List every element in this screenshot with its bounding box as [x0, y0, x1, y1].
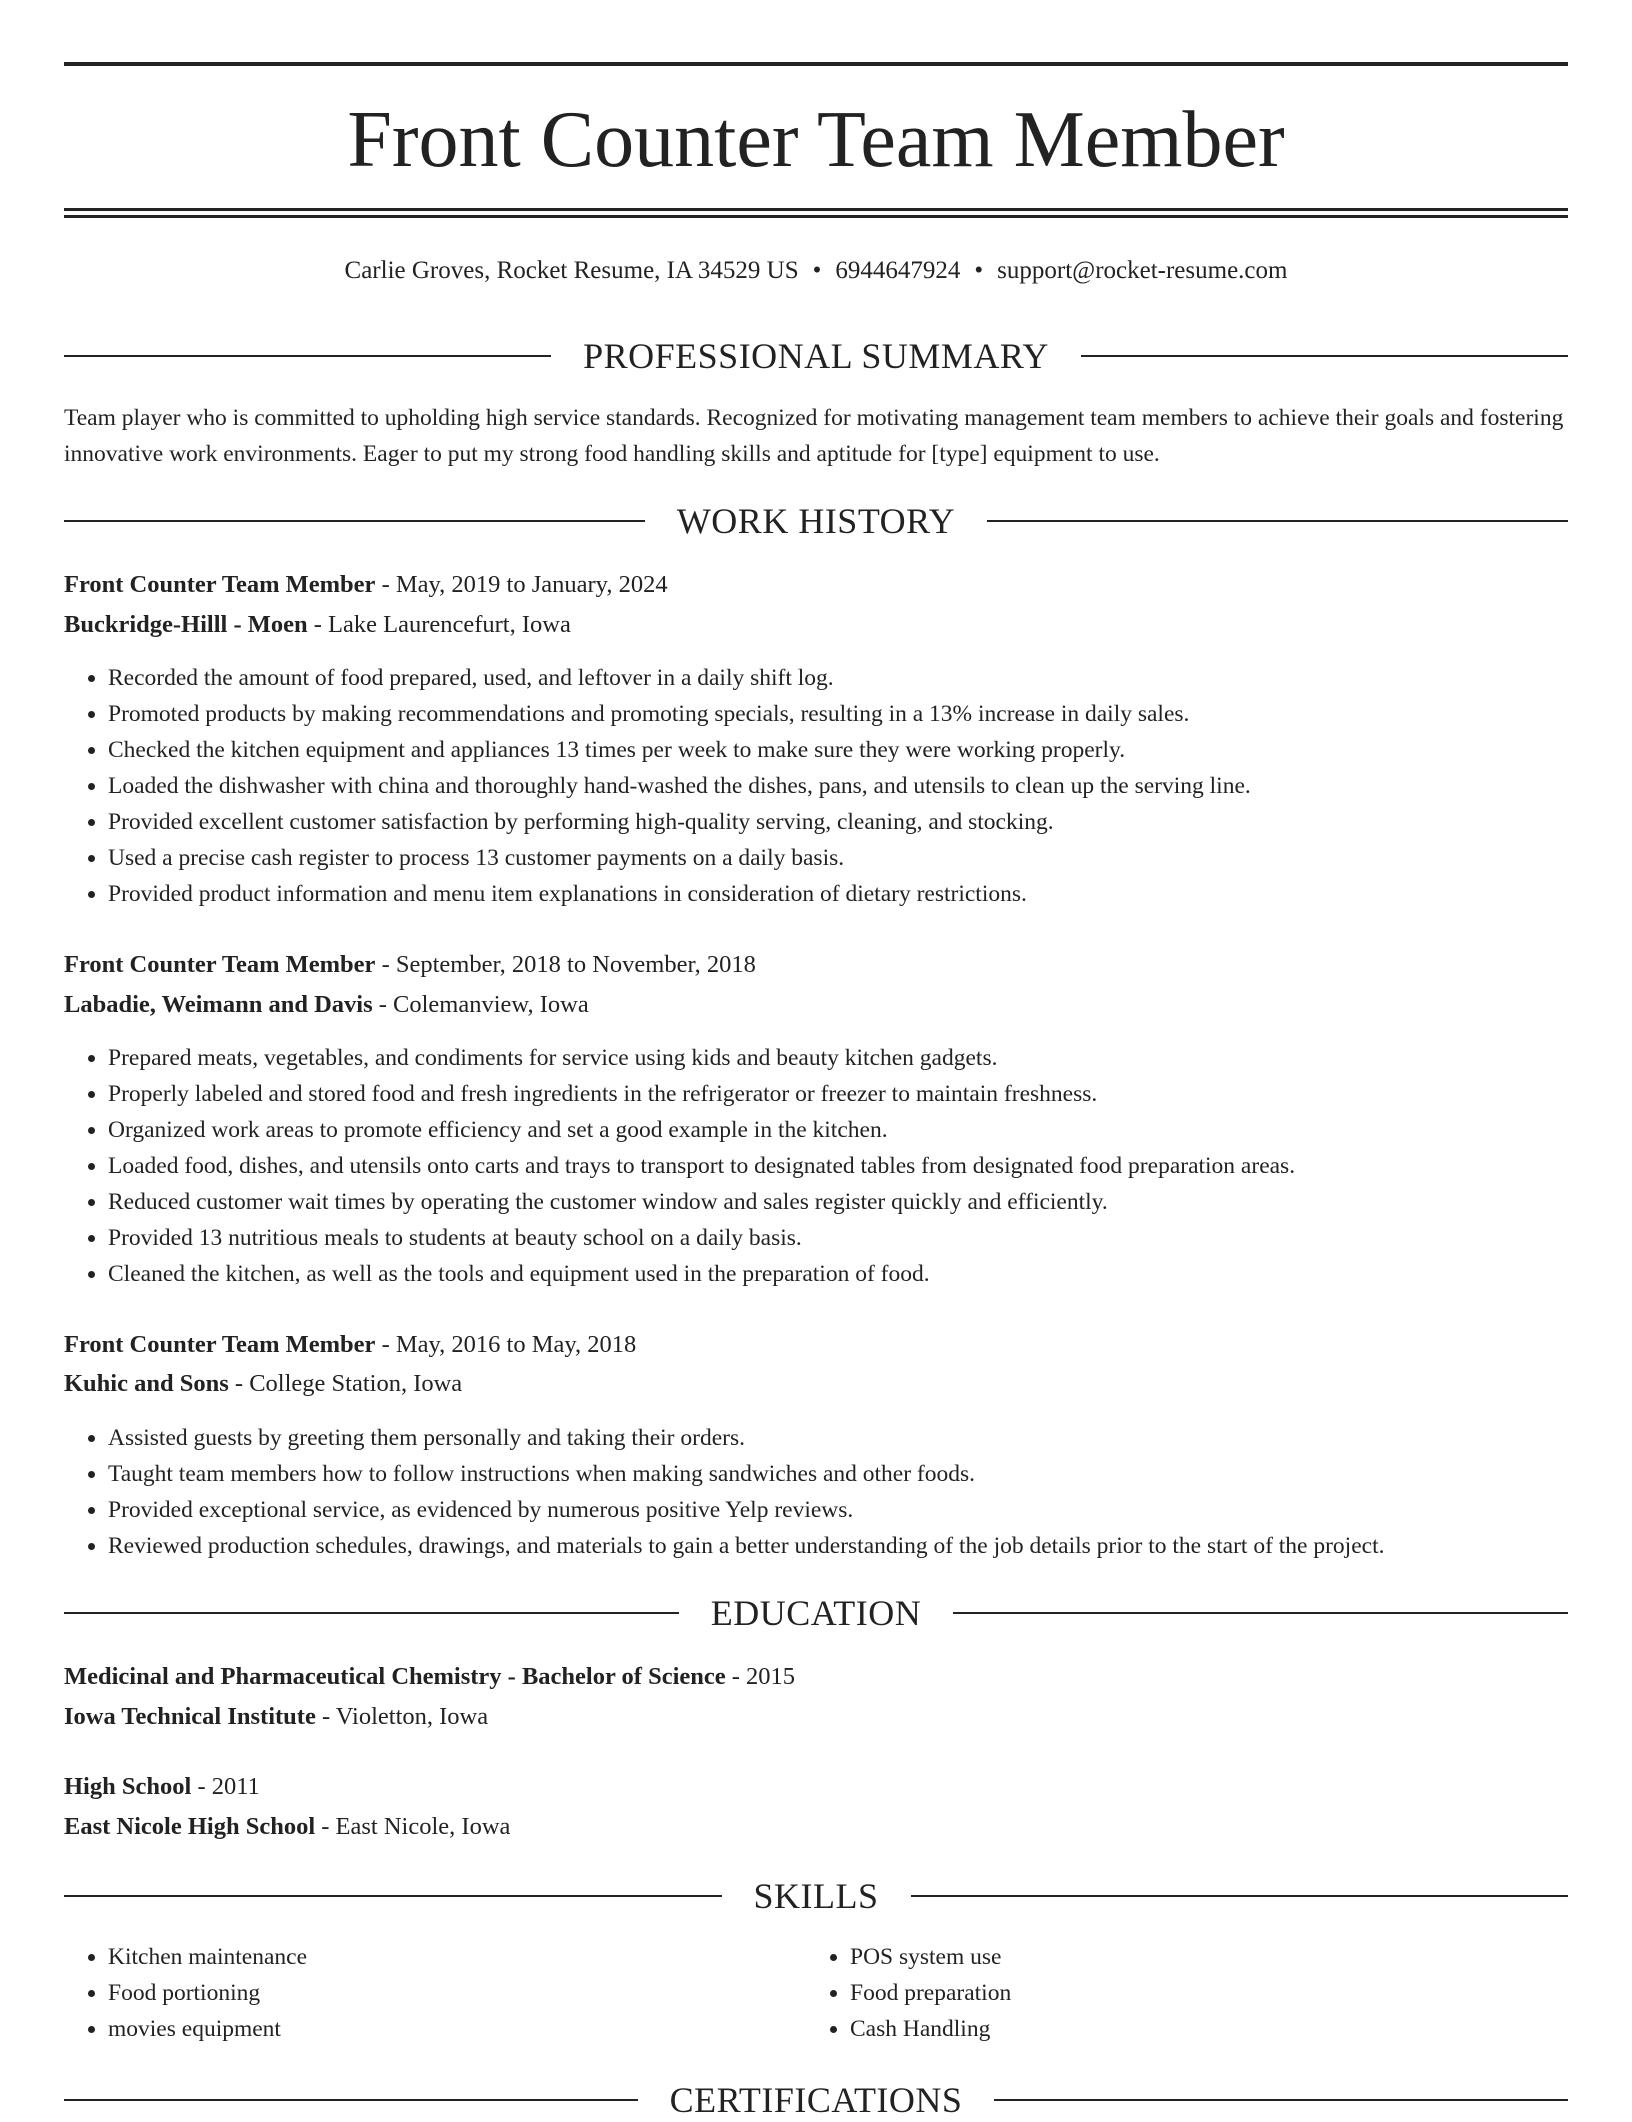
job-company-line: [64, 987, 1568, 1023]
header-double-rule-lower: [64, 215, 1568, 218]
education-degree: High School: [64, 1773, 192, 1800]
education-degree: Medicinal and Pharmaceutical Chemistry - Bachelor of Science: [64, 1663, 726, 1690]
job-location: - Lake Laurencefurt, Iowa: [307, 611, 571, 638]
list-item: • Recorded the amount of food prepared, used, and leftover in a daily shift log.: [108, 660, 1568, 696]
skills-list-left: [64, 1939, 808, 2047]
section-label: EDUCATION: [710, 1593, 922, 1633]
heading-rule-right: [994, 2099, 1568, 2101]
list-item: • Prepared meats, vegetables, and condiments for service using kids and beauty kitchen gadgets.: [108, 1040, 1568, 1076]
job-title-line: [64, 1327, 1568, 1363]
list-item: • Reviewed production schedules, drawings, and materials to gain a better understanding of the job details prior to the start of the project.: [108, 1528, 1568, 1564]
skill-item: • Food portioning: [108, 1975, 808, 2011]
list-item: • Provided excellent customer satisfaction by performing high-quality serving, cleaning, and stocking.: [108, 804, 1568, 840]
job-dates: - September, 2018 to November, 2018: [375, 951, 756, 978]
education-degree-line: [64, 1769, 1568, 1805]
heading-rule-left: [64, 1612, 679, 1614]
heading-rule-right: [911, 1895, 1569, 1897]
section-heading-work-history: [64, 499, 1568, 543]
list-item: • Loaded the dishwasher with china and thoroughly hand-washed the dishes, pans, and utensils to clean up the serving line.: [108, 768, 1568, 804]
section-heading-summary: [64, 334, 1568, 378]
list-item: • Taught team members how to follow instructions when making sandwiches and other foods.: [108, 1456, 1568, 1492]
education-degree-line: [64, 1659, 1568, 1695]
resume-title: Front Counter Team Member: [347, 96, 1285, 184]
section-label: PROFESSIONAL SUMMARY: [583, 336, 1049, 376]
contact-separator: •: [812, 257, 822, 284]
job-title-line: [64, 947, 1568, 983]
skill-item: • Cash Handling: [850, 2011, 1550, 2047]
education-location: - East Nicole, Iowa: [315, 1813, 511, 1840]
skills-list-right: [806, 1939, 1550, 2047]
education-location: - Violetton, Iowa: [315, 1703, 489, 1730]
list-item: • Provided exceptional service, as evidenced by numerous positive Yelp reviews.: [108, 1492, 1568, 1528]
heading-rule-left: [64, 1895, 722, 1897]
job-title: Front Counter Team Member: [64, 951, 376, 978]
education-school: Iowa Technical Institute: [64, 1703, 316, 1730]
education-school-line: [64, 1699, 1568, 1735]
header-top-rule: [64, 62, 1568, 66]
contact-line: [64, 254, 1568, 288]
header-double-rule-upper: [64, 208, 1568, 211]
section-label: CERTIFICATIONS: [669, 2080, 963, 2120]
list-item: • Organized work areas to promote efficiency and set a good example in the kitchen.: [108, 1112, 1568, 1148]
education-school-line: [64, 1809, 1568, 1845]
list-item: • Used a precise cash register to process 13 customer payments on a daily basis.: [108, 840, 1568, 876]
section-heading-skills: [64, 1874, 1568, 1918]
job-title-line: [64, 567, 1568, 603]
list-item: • Cleaned the kitchen, as well as the tools and equipment used in the preparation of food.: [108, 1256, 1568, 1292]
summary-text: Team player who is committed to upholding high service standards. Recognized for motivating management team members to achieve their goals and fostering innovative work environments. Eager to put my strong food handling skills and aptitude for [type] equipment to use.: [64, 405, 1564, 467]
skill-item: • movies equipment: [108, 2011, 808, 2047]
job-company-line: [64, 607, 1568, 643]
heading-rule-right: [953, 1612, 1568, 1614]
list-item: • Provided product information and menu item explanations in consideration of dietary restrictions.: [108, 876, 1568, 912]
list-item: • Loaded food, dishes, and utensils onto carts and trays to transport to designated tables from designated food preparation areas.: [108, 1148, 1568, 1184]
section-heading-education: [64, 1591, 1568, 1635]
job-title: Front Counter Team Member: [64, 1331, 376, 1358]
list-item: • Promoted products by making recommendations and promoting specials, resulting in a 13% increase in daily sales.: [108, 696, 1568, 732]
job-bullet-list: [64, 660, 1568, 912]
job-location: - Colemanview, Iowa: [372, 991, 589, 1018]
job-company: Buckridge-Hilll - Moen: [64, 611, 308, 638]
list-item: • Checked the kitchen equipment and appliances 13 times per week to make sure they were working properly.: [108, 732, 1568, 768]
list-item: • Assisted guests by greeting them personally and taking their orders.: [108, 1420, 1568, 1456]
job-dates: - May, 2019 to January, 2024: [375, 571, 668, 598]
education-year: - 2011: [191, 1773, 260, 1800]
contact-location: Carlie Groves, Rocket Resume, IA 34529 US: [344, 257, 799, 284]
contact-separator: •: [974, 257, 984, 284]
job-location: - College Station, Iowa: [228, 1370, 463, 1397]
job-company-line: [64, 1366, 1568, 1402]
heading-rule-left: [64, 2099, 638, 2101]
contact-email: support@rocket-resume.com: [997, 257, 1288, 284]
heading-rule-left: [64, 355, 551, 357]
job-title: Front Counter Team Member: [64, 571, 376, 598]
education-school: East Nicole High School: [64, 1813, 316, 1840]
contact-phone: 6944647924: [835, 257, 961, 284]
skill-item: • Kitchen maintenance: [108, 1939, 808, 1975]
skill-item: • Food preparation: [850, 1975, 1550, 2011]
job-bullet-list: [64, 1040, 1568, 1292]
section-heading-certifications: [64, 2078, 1568, 2122]
heading-rule-right: [1081, 355, 1568, 357]
heading-rule-left: [64, 520, 645, 522]
skill-item: • POS system use: [850, 1939, 1550, 1975]
job-dates: - May, 2016 to May, 2018: [375, 1331, 637, 1358]
section-label: WORK HISTORY: [676, 501, 956, 541]
section-label: SKILLS: [753, 1876, 879, 1916]
job-company: Kuhic and Sons: [64, 1370, 229, 1397]
job-company: Labadie, Weimann and Davis: [64, 991, 373, 1018]
list-item: • Provided 13 nutritious meals to students at beauty school on a daily basis.: [108, 1220, 1568, 1256]
list-item: • Properly labeled and stored food and fresh ingredients in the refrigerator or freezer to maintain freshness.: [108, 1076, 1568, 1112]
list-item: • Reduced customer wait times by operating the customer window and sales register quickly and efficiently.: [108, 1184, 1568, 1220]
education-year: - 2015: [725, 1663, 796, 1690]
heading-rule-right: [987, 520, 1568, 522]
job-bullet-list: [64, 1420, 1568, 1564]
